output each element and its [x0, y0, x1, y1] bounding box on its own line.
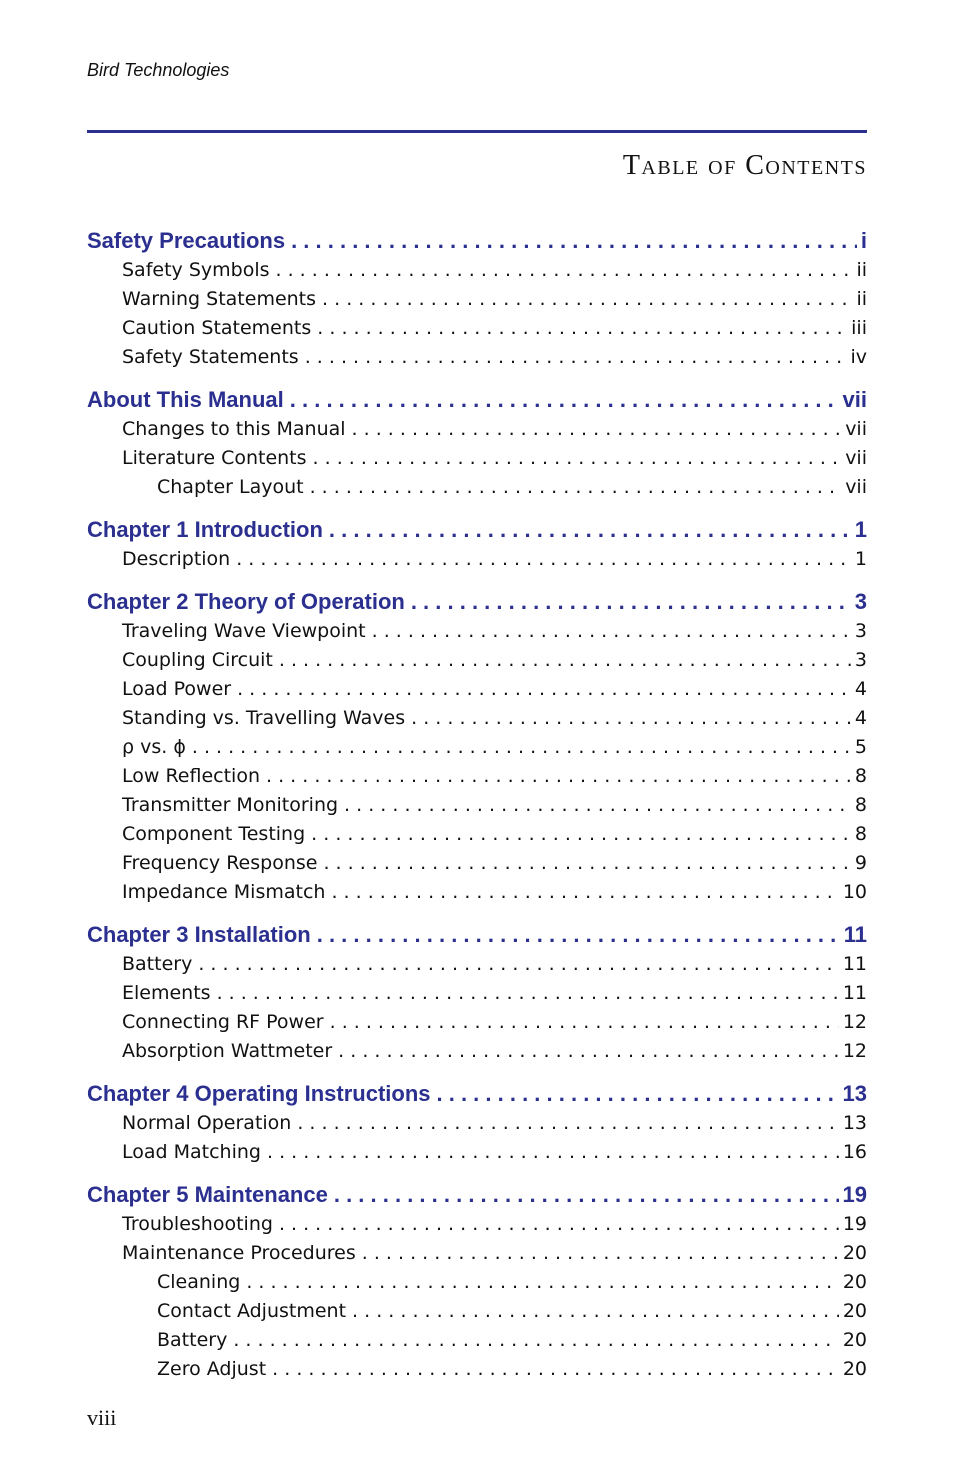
toc-page-number: 19	[842, 1182, 867, 1207]
toc-page-number: 4	[854, 678, 867, 700]
toc-page-number: 19	[842, 1213, 867, 1235]
toc-dot-leader	[267, 1138, 839, 1167]
toc-entry-title: Battery	[157, 1329, 228, 1351]
toc-page-number: 1	[854, 548, 867, 570]
toc-chapter-title: Safety Precautions	[87, 228, 286, 253]
toc-entry-title: Traveling Wave Viewpoint	[122, 620, 366, 642]
toc-entry-title: Maintenance Procedures	[122, 1242, 356, 1264]
toc-entry-title: Contact Adjustment	[157, 1300, 347, 1322]
toc-chapter-title: Chapter 4 Operating Instructions	[87, 1081, 431, 1106]
toc-page-number: 5	[854, 736, 867, 758]
toc-chapter-entry[interactable]	[87, 587, 867, 617]
page-number: viii	[87, 1405, 117, 1430]
table-of-contents	[87, 226, 867, 1397]
toc-subsection-entry[interactable]	[87, 617, 867, 646]
toc-entry-title: Warning Statements	[122, 288, 317, 310]
toc-dot-leader	[290, 385, 839, 415]
toc-subsection-entry[interactable]	[87, 256, 867, 285]
toc-dot-leader	[276, 256, 853, 285]
toc-page-number: 3	[854, 589, 867, 614]
toc-page-number: 8	[854, 823, 867, 845]
toc-chapter-title: About This Manual	[87, 387, 284, 412]
toc-page-number: 20	[842, 1271, 867, 1293]
toc-chapter-entry[interactable]	[87, 385, 867, 415]
toc-page-number: 20	[842, 1300, 867, 1322]
toc-dot-leader	[310, 473, 842, 502]
toc-subsection-entry[interactable]	[87, 285, 867, 314]
toc-dot-leader	[352, 1297, 839, 1326]
toc-chapter-entry[interactable]	[87, 226, 867, 256]
toc-subsection-entry[interactable]	[87, 878, 867, 907]
toc-entry-title: Description	[122, 548, 231, 570]
toc-subsection-entry[interactable]	[87, 791, 867, 820]
toc-entry-title: Battery	[122, 953, 193, 975]
toc-subsection-entry[interactable]	[87, 415, 867, 444]
toc-subsection-entry[interactable]	[87, 646, 867, 675]
toc-dot-leader	[217, 979, 839, 1008]
toc-subsection-entry[interactable]	[87, 444, 867, 473]
toc-dot-leader	[198, 950, 838, 979]
toc-page-number: 12	[842, 1011, 867, 1033]
toc-dot-leader	[334, 1180, 839, 1210]
toc-page-number: 12	[842, 1040, 867, 1062]
toc-entry-title: Caution Statements	[122, 317, 312, 339]
toc-page-number: 16	[842, 1141, 867, 1163]
toc-dot-leader	[352, 415, 842, 444]
toc-subsection-entry[interactable]	[87, 762, 867, 791]
toc-subsection-entry[interactable]	[87, 820, 867, 849]
toc-page-number: 11	[843, 922, 867, 947]
toc-section	[87, 515, 867, 574]
toc-page-number: vii	[845, 447, 867, 469]
toc-section	[87, 1079, 867, 1167]
toc-entry-title: Zero Adjust	[157, 1358, 267, 1380]
toc-dot-leader	[411, 587, 851, 617]
toc-dot-leader	[330, 1008, 839, 1037]
toc-entry-title: Cleaning	[157, 1271, 241, 1293]
toc-subsubsection-entry[interactable]	[87, 1355, 867, 1384]
toc-dot-leader	[311, 820, 851, 849]
toc-dot-leader	[305, 343, 847, 372]
toc-subsection-entry[interactable]	[87, 1008, 867, 1037]
toc-subsection-entry[interactable]	[87, 1138, 867, 1167]
running-head: Bird Technologies	[87, 60, 230, 80]
toc-entry-title: Literature Contents	[122, 447, 307, 469]
toc-entry-title: Load Power	[122, 678, 232, 700]
toc-page-number: 1	[854, 517, 867, 542]
toc-dot-leader	[297, 1109, 838, 1138]
toc-subsection-entry[interactable]	[87, 343, 867, 372]
toc-page-number: 3	[854, 649, 867, 671]
toc-page-number: i	[860, 228, 867, 253]
toc-dot-leader	[322, 285, 852, 314]
toc-dot-leader	[317, 920, 840, 950]
toc-dot-leader	[279, 646, 851, 675]
toc-dot-leader	[233, 1326, 838, 1355]
toc-entry-title: Transmitter Monitoring	[122, 794, 339, 816]
toc-subsubsection-entry[interactable]	[87, 1326, 867, 1355]
toc-dot-leader	[437, 1079, 839, 1109]
toc-page-number: 13	[842, 1112, 867, 1134]
toc-page-number: 11	[842, 982, 867, 1004]
toc-page-number: 8	[854, 765, 867, 787]
toc-subsection-entry[interactable]	[87, 1210, 867, 1239]
toc-dot-leader	[279, 1210, 839, 1239]
toc-entry-title: Low Reflection	[122, 765, 260, 787]
toc-subsubsection-entry[interactable]	[87, 1297, 867, 1326]
toc-page-number: 20	[842, 1358, 867, 1380]
toc-section	[87, 920, 867, 1066]
toc-dot-leader	[317, 314, 847, 343]
toc-section	[87, 1180, 867, 1384]
toc-chapter-title: Chapter 1 Introduction	[87, 517, 323, 542]
toc-chapter-entry[interactable]	[87, 515, 867, 545]
toc-subsection-entry[interactable]	[87, 849, 867, 878]
toc-page-number: vii	[845, 476, 867, 498]
toc-dot-leader	[411, 704, 851, 733]
toc-chapter-title: Chapter 2 Theory of Operation	[87, 589, 405, 614]
toc-section	[87, 587, 867, 907]
toc-subsection-entry[interactable]	[87, 950, 867, 979]
toc-entry-title: Component Testing	[122, 823, 306, 845]
toc-dot-leader	[372, 617, 851, 646]
toc-dot-leader	[362, 1239, 839, 1268]
toc-dot-leader	[338, 1037, 839, 1066]
toc-chapter-entry[interactable]	[87, 1079, 867, 1109]
toc-chapter-title: Chapter 5 Maintenance	[87, 1182, 328, 1207]
toc-page-number: ii	[856, 259, 867, 281]
toc-chapter-entry[interactable]	[87, 920, 867, 950]
toc-section	[87, 226, 867, 372]
toc-dot-leader	[236, 545, 851, 574]
toc-entry-title: Safety Symbols	[122, 259, 270, 281]
toc-page-number: 20	[842, 1242, 867, 1264]
toc-subsection-entry[interactable]	[87, 1037, 867, 1066]
toc-page-number: 9	[854, 852, 867, 874]
toc-entry-title: Coupling Circuit	[122, 649, 273, 671]
toc-page-number: 10	[842, 881, 867, 903]
toc-page-number: 3	[854, 620, 867, 642]
header-rule	[87, 130, 867, 133]
toc-entry-title: Standing vs. Travelling Waves	[122, 707, 406, 729]
toc-subsection-entry[interactable]	[87, 314, 867, 343]
toc-page-number: 8	[854, 794, 867, 816]
toc-entry-title: Absorption Wattmeter	[122, 1040, 333, 1062]
toc-subsection-entry[interactable]	[87, 1109, 867, 1138]
toc-dot-leader	[237, 675, 851, 704]
toc-page-number: 13	[842, 1081, 867, 1106]
toc-page-number: vii	[842, 387, 867, 412]
toc-subsection-entry[interactable]	[87, 733, 867, 762]
toc-entry-title: Frequency Response	[122, 852, 318, 874]
toc-dot-leader	[323, 849, 850, 878]
toc-entry-title: Connecting RF Power	[122, 1011, 324, 1033]
toc-dot-leader	[246, 1268, 839, 1297]
toc-subsubsection-entry[interactable]	[87, 1268, 867, 1297]
toc-entry-title: Load Matching	[122, 1141, 261, 1163]
toc-dot-leader	[192, 733, 851, 762]
toc-dot-leader	[313, 444, 842, 473]
toc-entry-title: Impedance Mismatch	[122, 881, 326, 903]
page-title: Table of Contents	[622, 150, 867, 181]
toc-page-number: 11	[842, 953, 867, 975]
toc-entry-title: Elements	[122, 982, 211, 1004]
toc-chapter-entry[interactable]	[87, 1180, 867, 1210]
toc-dot-leader	[266, 762, 851, 791]
toc-page-number: 20	[842, 1329, 867, 1351]
toc-page-number: iv	[850, 346, 867, 368]
toc-dot-leader	[272, 1355, 839, 1384]
toc-entry-title: Changes to this Manual	[122, 418, 346, 440]
toc-subsection-entry[interactable]	[87, 979, 867, 1008]
toc-entry-title: Chapter Layout	[157, 476, 304, 498]
toc-page-number: vii	[845, 418, 867, 440]
toc-entry-title: Safety Statements	[122, 346, 299, 368]
toc-entry-title: ρ vs. ϕ	[122, 736, 186, 758]
toc-chapter-title: Chapter 3 Installation	[87, 922, 311, 947]
toc-dot-leader	[344, 791, 851, 820]
toc-subsection-entry[interactable]	[87, 545, 867, 574]
toc-subsection-entry[interactable]	[87, 704, 867, 733]
toc-page-number: ii	[856, 288, 867, 310]
toc-page-number: iii	[851, 317, 867, 339]
toc-dot-leader	[291, 226, 857, 256]
toc-page-number: 4	[854, 707, 867, 729]
toc-section	[87, 385, 867, 502]
toc-dot-leader	[331, 878, 838, 907]
toc-entry-title: Normal Operation	[122, 1112, 292, 1134]
toc-subsection-entry[interactable]	[87, 1239, 867, 1268]
toc-subsection-entry[interactable]	[87, 675, 867, 704]
toc-dot-leader	[329, 515, 851, 545]
toc-subsubsection-entry[interactable]	[87, 473, 867, 502]
toc-entry-title: Troubleshooting	[122, 1213, 273, 1235]
